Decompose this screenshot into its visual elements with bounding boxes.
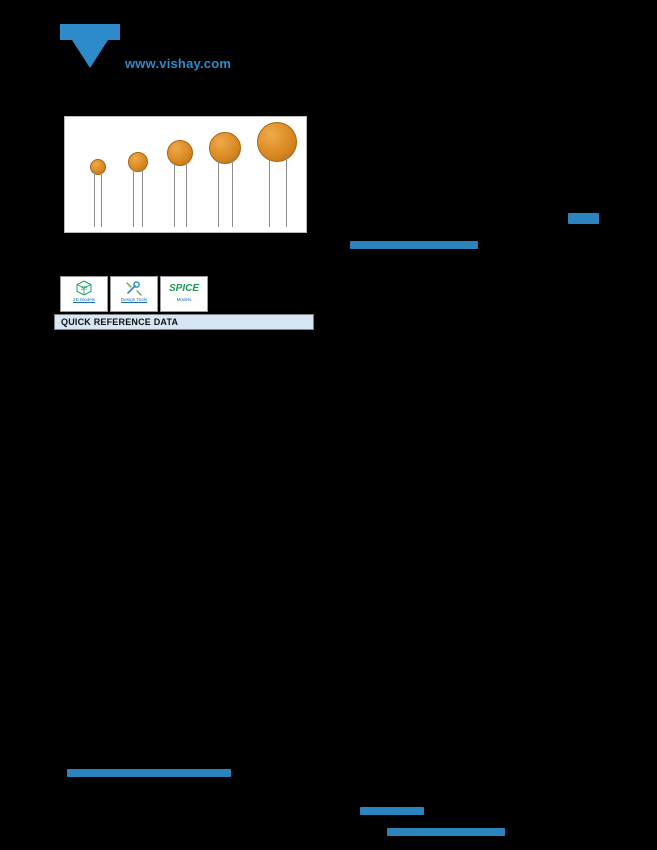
vishay-logo [60,24,232,84]
capacitor-1 [85,133,111,228]
tool-3d-models-label: 3D Models [73,297,95,302]
quick-reference-data-label: QUICK REFERENCE DATA [61,317,179,327]
capacitor-3 [163,126,197,228]
tools-icon [125,279,143,297]
vendor-url-label: www.vishay.com [125,56,232,71]
capacitor-5 [253,122,301,228]
tool-spice-models-label: Models [176,297,192,302]
capacitor-2 [123,130,153,228]
tool-design-tools-label: Design Tools [120,297,148,302]
cube-icon [75,279,93,297]
svg-text:3D: 3D [80,286,88,292]
product-photo [64,116,307,233]
tool-3d-models[interactable] [60,276,108,312]
tool-button-group [60,276,208,312]
logo-bar-shape [60,24,120,40]
capacitor-4 [205,124,245,228]
spice-wordmark: SPICE [168,282,199,294]
tool-design-tools[interactable] [110,276,158,312]
quick-reference-data-heading [54,314,314,330]
tool-spice-models[interactable] [160,276,208,312]
logo-triangle-shape [72,40,108,68]
